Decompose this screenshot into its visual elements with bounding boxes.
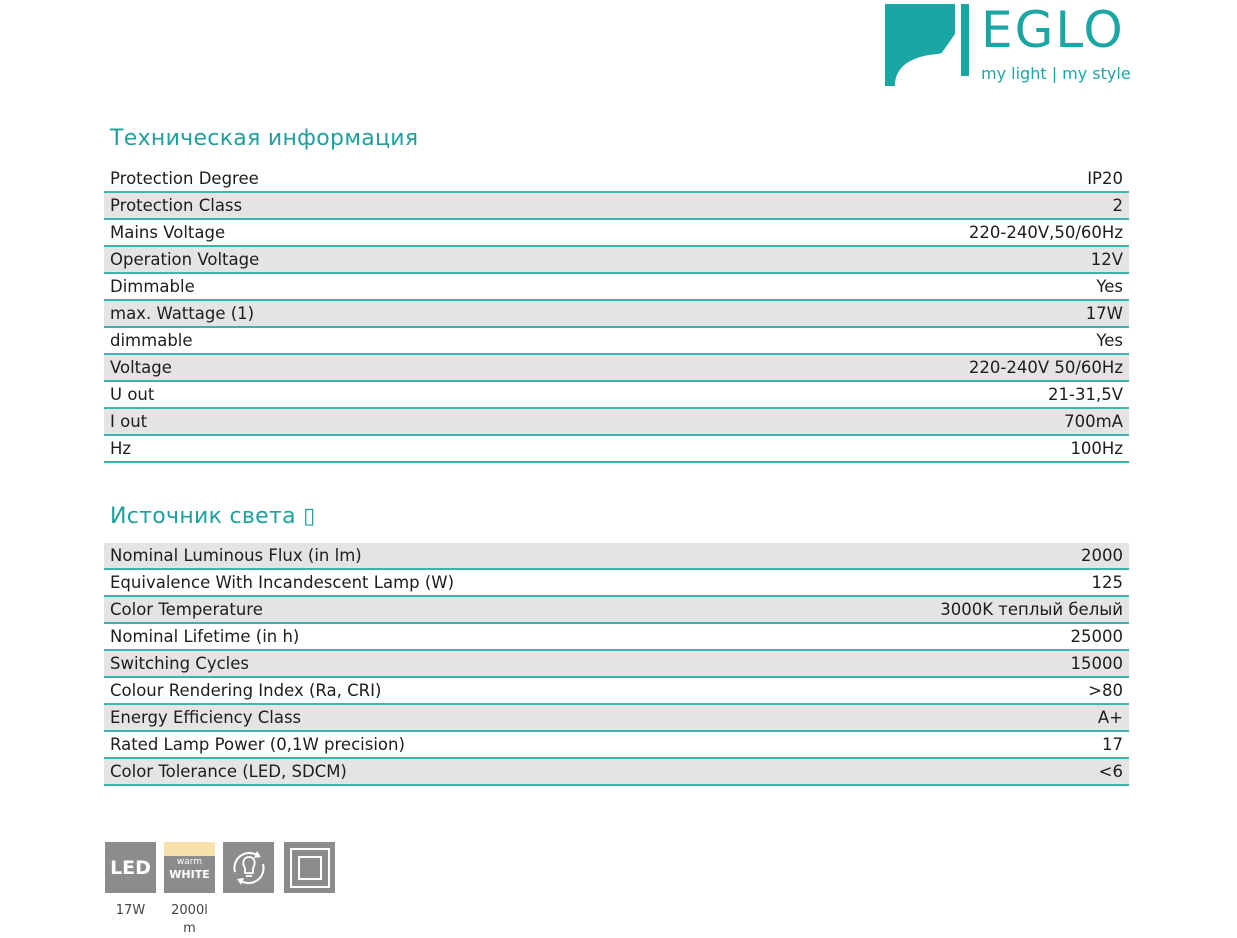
row-label: Nominal Lifetime (in h) [110,627,300,646]
table-row [104,166,1129,193]
led-wattage-caption: 17W [115,903,146,918]
row-value: IP20 [1087,169,1123,188]
row-value: 12V [1090,250,1123,269]
row-value: <6 [1098,762,1123,781]
row-label: Color Tolerance (LED, SDCM) [110,762,347,781]
warm-white-icon [164,842,215,893]
row-label: Operation Voltage [110,250,260,269]
row-label: Equivalence With Incandescent Lamp (W) [110,573,455,592]
row-label: Voltage [110,358,172,377]
warm-white-line2: WHITE [169,868,210,881]
table-row [104,705,1129,732]
led-icon-label: LED [110,856,151,879]
eglo-logo [885,1,1135,88]
row-label: I out [110,412,148,431]
row-value: 125 [1091,573,1123,592]
table-row [104,355,1129,382]
table-row [104,732,1129,759]
row-label: max. Wattage (1) [110,304,255,323]
light-section-title: Источник света ▯ [110,504,316,529]
row-label: Protection Class [110,196,243,215]
row-label: Protection Degree [110,169,259,188]
table-row [104,301,1129,328]
warm-white-line1: warm [176,857,203,867]
logo-tagline: my light | my style [981,64,1131,83]
lumen-caption-line1: 2000l [171,903,208,918]
row-value: 220-240V 50/60Hz [968,358,1123,377]
row-value: Yes [1096,331,1123,350]
tech-info-table [104,166,1129,463]
row-value: 25000 [1070,627,1123,646]
row-label: Color Temperature [110,600,263,619]
logo-wordmark: EGLO [981,1,1125,59]
row-label: Rated Lamp Power (0,1W precision) [110,735,405,754]
table-row [104,570,1129,597]
row-label: dimmable [110,331,193,350]
tech-section-title: Техническая информация [110,126,419,151]
row-label: Mains Voltage [110,223,226,242]
table-row [104,193,1129,220]
eglo-logo-mark-icon [885,4,969,86]
row-value: 100Hz [1070,439,1123,458]
lumen-caption [164,902,215,938]
row-label: Dimmable [110,277,195,296]
table-row [104,543,1129,570]
row-label: Switching Cycles [110,654,250,673]
row-value: A+ [1097,708,1123,727]
row-label: Nominal Luminous Flux (in lm) [110,546,362,565]
row-value: 3000K теплый белый [940,600,1123,619]
row-value: 2000 [1081,546,1123,565]
row-label: Energy Efficiency Class [110,708,302,727]
table-row [104,597,1129,624]
row-label: Hz [110,439,132,458]
table-row [104,328,1129,355]
table-row [104,247,1129,274]
table-row [104,678,1129,705]
lumen-caption-line2: m [183,921,196,936]
row-value: 220-240V,50/60Hz [968,223,1123,242]
light-source-table [104,543,1129,786]
switching-cycles-icon [223,842,274,893]
row-value: >80 [1088,681,1123,700]
table-row [104,220,1129,247]
table-row [104,624,1129,651]
table-row [104,274,1129,301]
led-icon [105,842,156,893]
row-label: Colour Rendering Index (Ra, CRI) [110,681,382,700]
protection-class-2-icon [284,842,335,893]
warm-white-color-swatch [164,842,215,856]
row-value: 17W [1085,304,1123,323]
table-row [104,409,1129,436]
table-row [104,759,1129,786]
row-value: 700mA [1064,412,1123,431]
row-value: 21-31,5V [1048,385,1123,404]
row-value: 2 [1112,196,1123,215]
row-value: Yes [1096,277,1123,296]
double-square-graphic [288,846,332,890]
row-value: 17 [1102,735,1123,754]
table-row [104,436,1129,463]
table-row [104,382,1129,409]
row-value: 15000 [1070,654,1123,673]
switching-cycles-graphic [227,846,271,890]
row-label: U out [110,385,155,404]
table-row [104,651,1129,678]
